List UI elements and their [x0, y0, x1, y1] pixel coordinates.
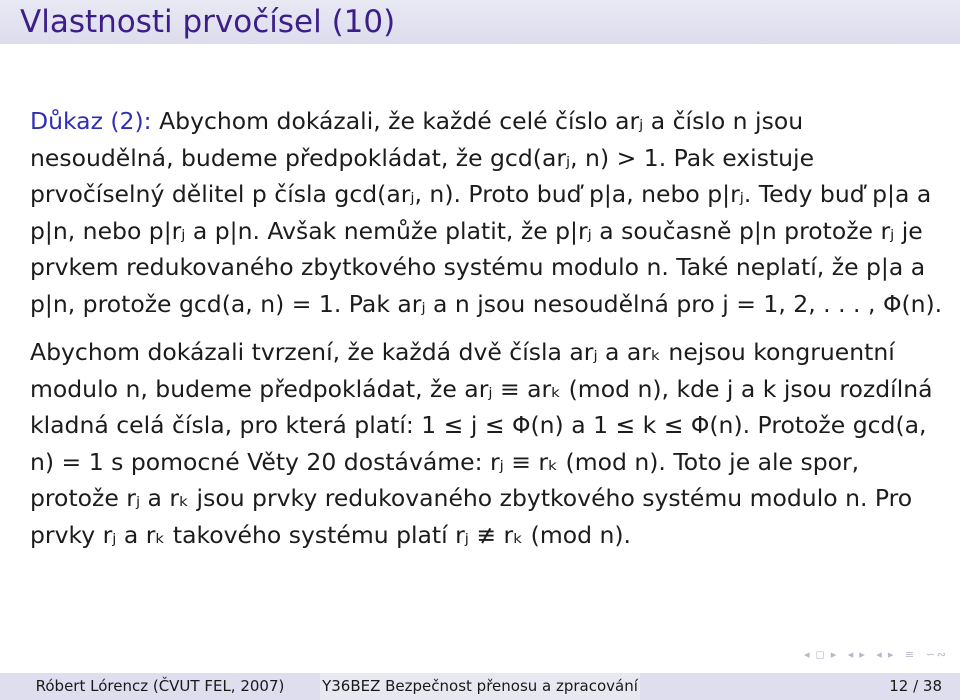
proof-paragraph-1 — [30, 103, 945, 322]
nav-prev-subsection-icon[interactable]: ◂ — [876, 648, 884, 661]
slide-title: Vlastnosti prvočísel (10) — [20, 4, 396, 40]
proof-lead: Důkaz (2): — [30, 107, 152, 135]
nav-next-subsection-icon[interactable]: ▸ — [887, 648, 896, 661]
nav-align-icon[interactable]: ≡ — [904, 648, 917, 661]
proof-paragraph-2: Abychom dokázali tvrzení, že každá dvě čísla arⱼ a arₖ nejsou kongruentní modulo n, budeme předpokládat, že arⱼ ≡ arₖ (mod n), kde j a k jsou rozdílná kladná celá čísla, pro která platí: 1 ≤ j ≤ Φ(n) a 1 ≤ k ≤ Φ(n). Protože gcd(a, n) = 1 s pomocné Věty 20 dostáváme: rⱼ ≡ rₖ (mod n). Toto je ale spor, protože rⱼ a rₖ jsou prvky redukovaného zbytkového systému modulo n. Pro prvky rⱼ a rₖ takového systému platí rⱼ ≢ rₖ (mod n). — [30, 338, 933, 549]
footer — [0, 673, 960, 700]
nav-search-icon[interactable]: ∽∾ — [925, 648, 948, 661]
footer-author: Róbert Lórencz (ČVUT FEL, 2007) — [0, 673, 320, 700]
proof-paragraph-1-text: Abychom dokázali, že každé celé číslo arⱼ a číslo n jsou nesoudělná, budeme předpokládat, že gcd(arⱼ, n) > 1. Pak existuje prvočíselný dělitel p čísla gcd(arⱼ, n). Proto buď p|a, nebo p|rⱼ. Tedy buď p|a a p|n, nebo p|rⱼ a p|n. Avšak nemůže platit, že p|rⱼ a současně p|n protože rⱼ je prvkem redukovaného zbytkového systému modulo n. Také neplatí, že p|a a p|n, protože gcd(a, n) = 1. Pak arⱼ a n jsou nesoudělná pro j = 1, 2, . . . , Φ(n). — [30, 107, 943, 318]
title-bar — [0, 0, 960, 44]
nav-frame-icon[interactable]: ◻ — [815, 648, 827, 661]
footer-page-number: 12 / 38 — [640, 673, 960, 700]
beamer-navigation — [800, 648, 948, 664]
slide-content — [30, 103, 945, 553]
nav-next-frame-icon[interactable]: ▸ — [830, 648, 839, 661]
nav-first-icon[interactable]: ◂ — [804, 648, 812, 661]
nav-next-section-icon[interactable]: ▸ — [859, 648, 867, 661]
nav-prev-section-icon[interactable]: ◂ — [847, 648, 856, 661]
footer-course: Y36BEZ Bezpečnost přenosu a zpracování — [320, 673, 640, 700]
